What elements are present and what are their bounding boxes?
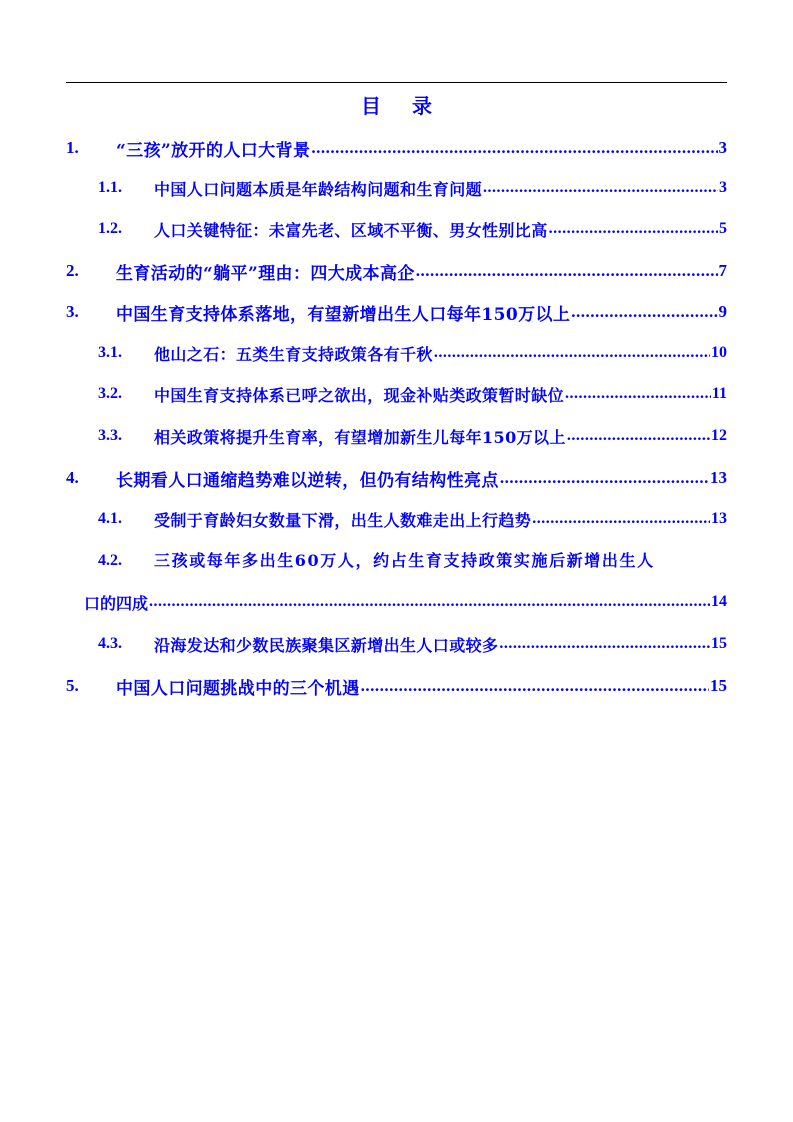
toc-leader-dots [565,385,711,403]
toc-entry-number: 4. [66,468,79,487]
toc-page-number: 9 [718,302,727,321]
toc-entry-number: 1. [66,138,79,157]
toc-page-number: 13 [711,510,727,527]
toc-entry-text: 沿海发达和少数民族聚集区新增出生人口或较多 [154,635,499,655]
toc-leader-dots [549,220,718,238]
toc-entry-text: 三孩或每年多出生60万人，约占生育支持政策实施后新增出生人 [154,551,655,570]
toc-leader-dots [149,593,710,611]
header-rule [66,82,727,83]
toc-leader-dots [361,676,709,696]
toc-leader-dots [567,427,710,445]
toc-page-number: 15 [710,676,727,695]
toc-page-number: 7 [718,261,727,280]
toc-entry-number: 1.1. [98,179,122,196]
toc-entry-text: 中国人口问题本质是年龄结构问题和生育问题 [154,179,483,199]
toc-entry-text: 中国人口问题挑战中的三个机遇 [116,678,360,699]
toc-leader-dots [571,302,717,322]
toc-entry-text: 生育活动的“躺平”理由：四大成本高企 [116,263,415,284]
toc-page-number: 15 [711,635,727,652]
toc-entry-number: 4.3. [98,635,122,652]
toc-entry-number: 4.2. [98,552,122,569]
toc-entry-2[interactable] [66,257,727,285]
toc-entry-text: 长期看人口通缩趋势难以逆转，但仍有结构性亮点 [116,470,499,491]
toc-entry-4-1[interactable] [66,505,727,533]
toc-page-number: 14 [711,593,727,610]
toc-entry-1-1[interactable] [66,174,727,202]
toc-title: 目 录 [361,94,444,118]
toc-leader-dots [311,138,717,158]
toc-entry-1-2[interactable] [66,215,727,243]
toc-leader-dots [483,179,718,197]
toc-entry-text: 中国生育支持体系已呼之欲出，现金补贴类政策暂时缺位 [154,385,565,405]
toc-page-number: 5 [719,220,727,237]
toc-entry-number: 5. [66,676,79,695]
toc-page-number: 3 [718,138,727,157]
toc-page-number: 12 [711,427,727,444]
toc-entry-text: 他山之石：五类生育支持政策各有千秋 [154,344,433,364]
toc-entry-text: 人口关键特征：未富先老、区域不平衡、男女性别比高 [154,220,548,240]
toc-page-number: 13 [710,468,727,487]
toc-leader-dots [416,261,718,281]
toc-entry-number: 3.2. [98,385,122,402]
toc-entry-text: 受制于育龄妇女数量下滑，出生人数难走出上行趋势 [154,510,532,530]
toc-entry-number: 2. [66,261,79,280]
toc-entry-number: 3.3. [98,427,122,444]
toc-entry-3[interactable] [66,298,727,326]
toc-entry-text: “三孩”放开的人口大背景 [116,140,311,161]
toc-entry-number: 3.1. [98,344,122,361]
toc-leader-dots [500,468,709,488]
toc-entry-text-continued: 口的四成 [84,593,149,613]
toc-page-number: 3 [719,179,727,196]
toc-leader-dots [499,635,710,653]
toc-entry-1[interactable] [66,134,727,162]
toc-leader-dots [434,344,710,362]
toc-entry-number: 1.2. [98,220,122,237]
toc-entry-3-3[interactable] [66,422,727,450]
toc-entry-number: 3. [66,302,79,321]
toc-entry-number: 4.1. [98,510,122,527]
toc-entry-text: 相关政策将提升生育率，有望增加新生儿每年150万以上 [154,427,566,447]
toc-entry-5[interactable] [66,672,727,700]
toc-entry-3-1[interactable] [66,339,727,367]
toc-entry-text: 中国生育支持体系落地，有望新增出生人口每年150万以上 [116,304,571,325]
toc-leader-dots [532,510,710,528]
toc-page-number: 11 [711,385,727,402]
toc-page-number: 10 [711,344,727,361]
toc-entry-4-3[interactable] [66,630,727,658]
toc-entry-3-2[interactable] [66,380,727,408]
toc-entry-4[interactable] [66,464,727,492]
